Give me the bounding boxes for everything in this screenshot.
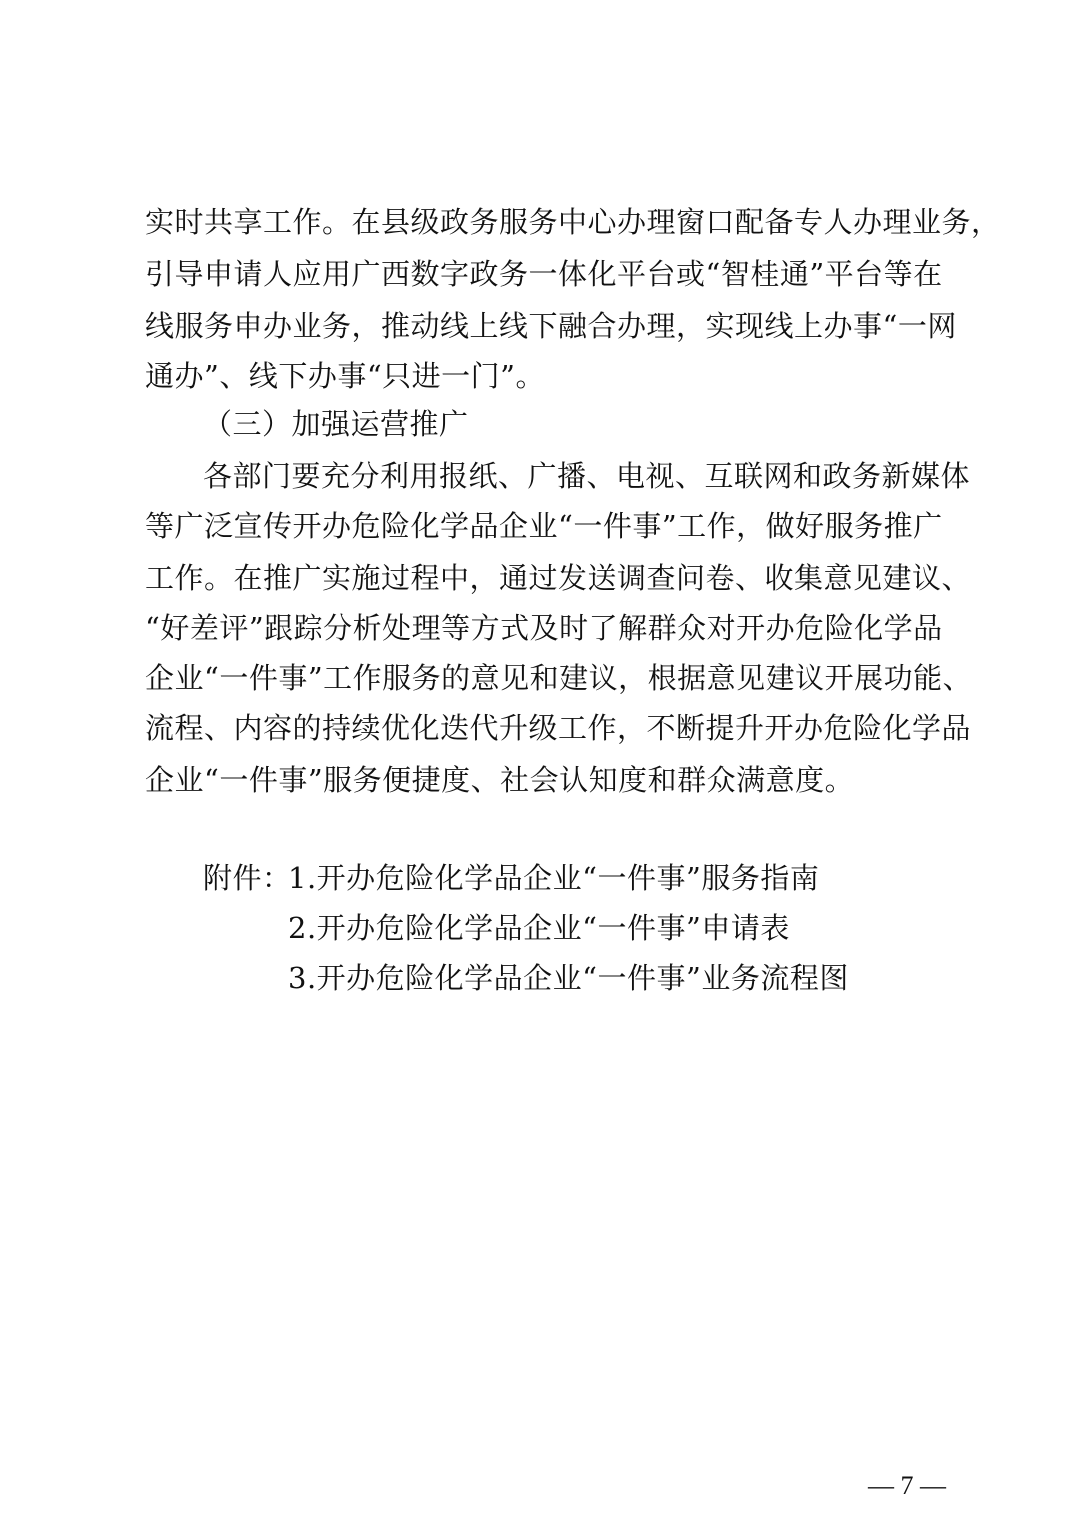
attachment-item-1: 1.开办危险化学品企业“一件事”服务指南 — [288, 861, 820, 895]
page-number: — 7 — — [868, 1471, 946, 1500]
paragraph2-line-4: “好差评”跟踪分析处理等方式及时了解群众对开办危险化学品 — [145, 611, 943, 645]
paragraph1-line-4: 通办”、线下办事“只进一门”。 — [145, 359, 545, 393]
paragraph1-line-1: 实时共享工作。在县级政务服务中心办理窗口配备专人办理业务， — [145, 205, 1001, 239]
section-heading: （三）加强运营推广 — [203, 407, 469, 441]
attachment-item-3: 3.开办危险化学品企业“一件事”业务流程图 — [288, 961, 849, 995]
paragraph1-line-2: 引导申请人应用广西数字政务一体化平台或“智桂通”平台等在 — [145, 257, 943, 291]
attachment-item-2: 2.开办危险化学品企业“一件事”申请表 — [288, 911, 790, 945]
paragraph2-line-6: 流程、内容的持续优化迭代升级工作，不断提升开办危险化学品 — [145, 711, 972, 745]
paragraph2-line-5: 企业“一件事”工作服务的意见和建议，根据意见建议开展功能、 — [145, 661, 973, 695]
paragraph2-line-3: 工作。在推广实施过程中，通过发送调查问卷、收集意见建议、 — [145, 561, 972, 595]
paragraph2-line-1: 各部门要充分利用报纸、广播、电视、互联网和政务新媒体 — [203, 459, 971, 493]
attachments-label: 附件： — [203, 861, 292, 895]
paragraph1-line-3: 线服务申办业务，推动线上线下融合办理，实现线上办事“一网 — [145, 309, 957, 343]
paragraph2-line-2: 等广泛宣传开办危险化学品企业“一件事”工作，做好服务推广 — [145, 509, 943, 543]
paragraph2-line-7: 企业“一件事”服务便捷度、社会认知度和群众满意度。 — [145, 763, 855, 797]
